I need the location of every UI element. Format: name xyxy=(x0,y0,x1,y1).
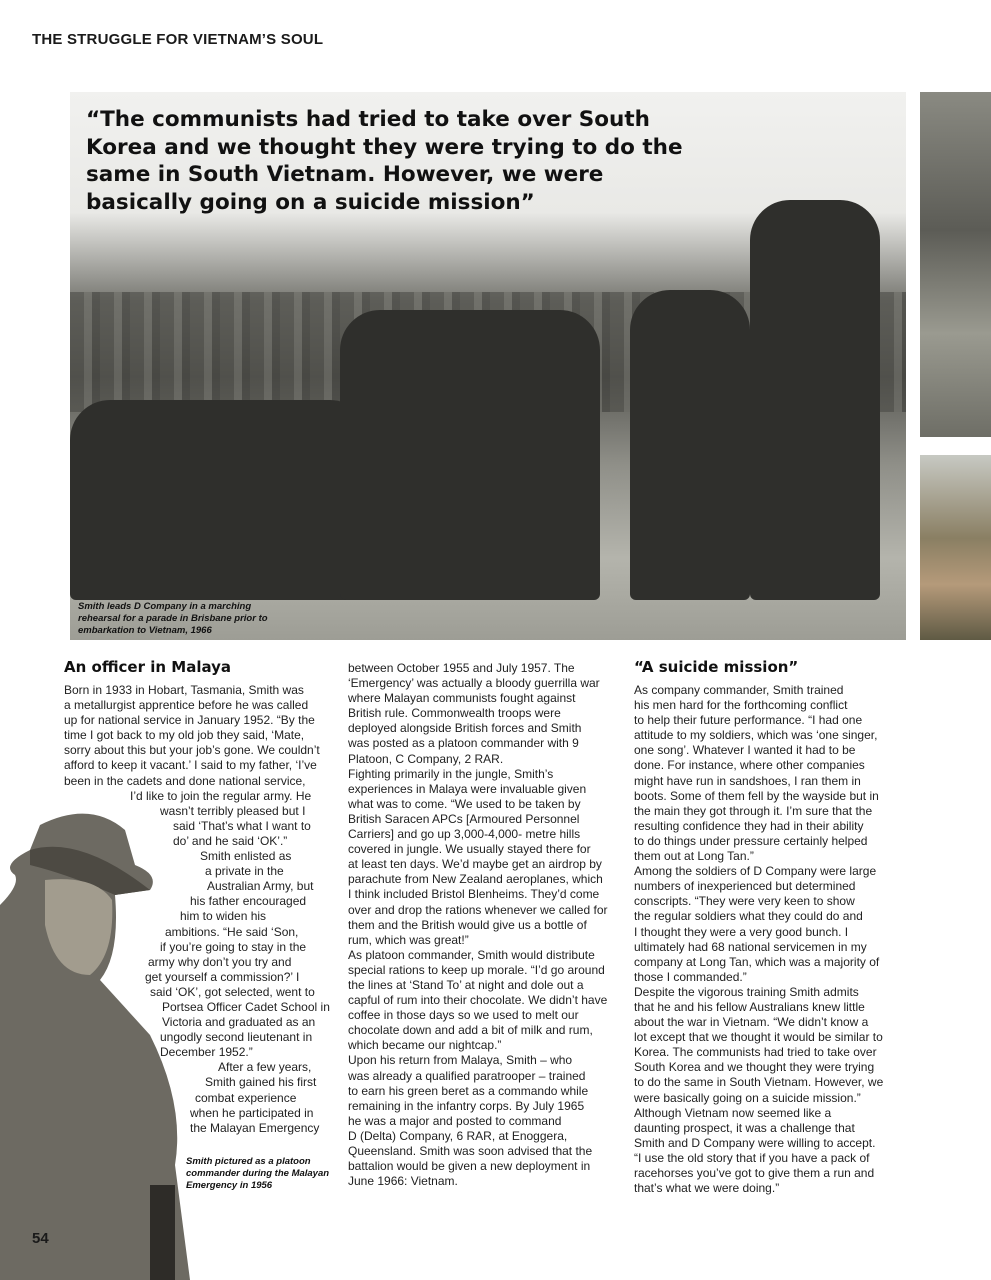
text-line: when he participated in xyxy=(190,1105,314,1120)
text-line: remaining in the infantry corps. By July 1965 xyxy=(348,1098,585,1113)
text-line: British rule. Commonwealth troops were xyxy=(348,706,561,721)
soldier-column xyxy=(70,400,370,600)
text-line: D (Delta) Company, 6 RAR, at Enoggera, xyxy=(348,1128,568,1143)
text-line: special rations to keep up morale. “I’d go around xyxy=(348,962,605,977)
text-line: at least ten days. We’d maybe get an airdrop by xyxy=(348,857,602,872)
text-line: what was to come. “We used to be taken by xyxy=(348,796,581,811)
section-heading-malaya: An officer in Malaya xyxy=(64,658,232,676)
text-line: said ‘That’s what I want to xyxy=(173,818,311,833)
text-line: that he and his fellow Australians knew little xyxy=(634,999,865,1014)
text-line: Korea. The communists had tried to take over xyxy=(634,1045,877,1060)
text-line: resulting confidence they had in their ability xyxy=(634,818,864,833)
caption-line: Smith leads D Company in a marching xyxy=(78,601,252,612)
portrait-caption xyxy=(186,1156,329,1192)
text-line: numbers of inexperienced but determined xyxy=(634,879,856,894)
text-line: his father encouraged xyxy=(190,894,307,909)
text-line: been in the cadets and done national service, xyxy=(64,773,306,788)
text-line: get yourself a commission?’ I xyxy=(145,969,300,984)
text-line: a private in the xyxy=(205,864,284,879)
text-line: coffee in those days so we used to melt our xyxy=(348,1008,579,1023)
page-number: 54 xyxy=(32,1230,49,1247)
text-line: Despite the vigorous training Smith admits xyxy=(634,984,859,999)
text-line: Victoria and graduated as an xyxy=(162,1015,316,1030)
text-line: between October 1955 and July 1957. The xyxy=(348,661,575,675)
text-line: I’d like to join the regular army. He xyxy=(130,788,312,803)
main-photo-caption xyxy=(78,601,268,637)
soldier xyxy=(630,290,750,600)
text-line: daunting prospect, it was a challenge that xyxy=(634,1120,855,1135)
text-line: capful of rum into their chocolate. We didn’t have xyxy=(348,993,608,1008)
caption-line: commander during the Malayan xyxy=(186,1168,330,1179)
text-line: Carriers] and go up 3,000-4,000- metre hills xyxy=(348,827,581,842)
text-line: them and the British would give us a bottle of xyxy=(348,917,587,932)
text-line: those I commanded.” xyxy=(634,969,747,984)
text-line: After a few years, xyxy=(218,1060,312,1075)
text-line: company at Long Tan, which was a majority of xyxy=(634,954,880,969)
article-column-3 xyxy=(634,683,909,1196)
text-line: over and drop the rations whenever we called for xyxy=(348,902,608,917)
text-line: ultimately had 68 national servicemen in my xyxy=(634,939,867,954)
text-line: wasn’t terribly pleased but I xyxy=(160,803,306,818)
text-line: one song’. Whatever I wanted it had to be xyxy=(634,743,856,758)
text-line: sorry about this but your job’s gone. We couldn’t xyxy=(64,743,320,758)
text-line: I thought they were a very good bunch. I xyxy=(634,924,849,939)
text-line: conscripts. “They were very keen to show xyxy=(634,894,855,909)
text-line: to do the same in South Vietnam. However, we xyxy=(634,1075,884,1090)
text-line: his men hard for the forthcoming conflict xyxy=(634,698,848,713)
text-line: to do things under pressure certainly helped xyxy=(634,833,868,848)
text-line: that’s what we were doing.” xyxy=(634,1181,780,1196)
text-line: Smith and D Company were willing to accept. xyxy=(634,1135,876,1150)
text-line: if you’re going to stay in the xyxy=(160,939,307,954)
text-line: rum, which was great!” xyxy=(348,932,469,947)
text-line: December 1952.” xyxy=(160,1045,253,1060)
caption-line: Smith pictured as a platoon xyxy=(186,1156,311,1167)
text-line: the Malayan Emergency xyxy=(190,1120,320,1135)
text-line: Upon his return from Malaya, Smith – who xyxy=(348,1053,573,1068)
text-line: to earn his green beret as a commando while xyxy=(348,1083,589,1098)
text-line: Among the soldiers of D Company were large xyxy=(634,864,877,879)
text-line: As company commander, Smith trained xyxy=(634,683,844,697)
text-line: South Korea and we thought they were trying xyxy=(634,1060,875,1075)
text-line: him to widen his xyxy=(180,909,267,924)
text-line: chocolate down and add a bit of milk and rum, xyxy=(348,1023,593,1038)
text-line: Smith gained his first xyxy=(205,1075,317,1090)
text-line: British Saracen APCs [Armoured Personnel xyxy=(348,811,580,826)
text-line: I think included Bristol Blenheims. They’d come xyxy=(348,887,600,902)
text-line: “I use the old story that if you have a pack of xyxy=(634,1150,870,1165)
text-line: do’ and he said ‘OK’.” xyxy=(173,833,288,848)
text-line: were basically going on a suicide mission.” xyxy=(634,1090,861,1105)
text-line: Although Vietnam now seemed like a xyxy=(634,1105,832,1120)
text-line: which became our nightcap.” xyxy=(348,1038,502,1053)
side-photo-top xyxy=(920,92,991,437)
side-photo-bottom xyxy=(920,455,991,640)
text-line: Australian Army, but xyxy=(207,879,314,894)
text-line: to help their future performance. “I had one xyxy=(634,713,863,728)
text-line: As platoon commander, Smith would distribute xyxy=(348,947,595,962)
text-line: combat experience xyxy=(195,1090,297,1105)
text-line: June 1966: Vietnam. xyxy=(348,1174,458,1189)
text-line: where Malayan communists fought against xyxy=(348,691,576,706)
text-line: Born in 1933 in Hobart, Tasmania, Smith was xyxy=(64,683,304,697)
text-line: the regular soldiers what they could do and xyxy=(634,909,863,924)
text-line: about the war in Vietnam. “We didn’t know a xyxy=(634,1015,869,1030)
text-line: he was a major and posted to command xyxy=(348,1113,562,1128)
section-header: THE STRUGGLE FOR VIETNAM’S SOUL xyxy=(32,31,324,48)
text-line: ambitions. “He said ‘Son, xyxy=(165,924,299,939)
text-line: ‘Emergency’ was actually a bloody guerrilla war xyxy=(348,676,600,691)
text-line: said ‘OK’, got selected, went to xyxy=(150,984,315,999)
text-line: attitude to my soldiers, which was ‘one singer, xyxy=(634,728,878,743)
soldier-group xyxy=(340,310,600,600)
text-line: up for national service in January 1952. “By the xyxy=(64,713,315,728)
text-line: ungodly second lieutenant in xyxy=(160,1030,313,1045)
text-line: battalion would be given a new deployment in xyxy=(348,1159,591,1174)
text-line: lot except that we thought it would be similar to xyxy=(634,1030,883,1045)
text-line: Smith enlisted as xyxy=(200,849,292,864)
text-line: done. For instance, where other companies xyxy=(634,758,865,773)
text-line: parachute from New Zealand aeroplanes, which xyxy=(348,872,603,887)
text-line: time I got back to my old job they said, ‘Mate, xyxy=(64,728,305,743)
caption-line: embarkation to Vietnam, 1966 xyxy=(78,625,212,636)
text-line: boots. Some of them fell by the wayside but in xyxy=(634,788,879,803)
text-line: army why don’t you try and xyxy=(148,954,292,969)
article-column-1 xyxy=(64,683,339,1136)
text-line: Queensland. Smith was soon advised that the xyxy=(348,1144,593,1158)
text-line: the main they got through it. I’m sure that the xyxy=(634,803,873,818)
text-line: Platoon, C Company, 2 RAR. xyxy=(348,751,504,766)
article-column-2 xyxy=(348,661,623,1189)
section-heading-suicide-mission: “A suicide mission” xyxy=(634,658,799,676)
text-line: Portsea Officer Cadet School in xyxy=(162,999,330,1014)
caption-line: rehearsal for a parade in Brisbane prior to xyxy=(78,613,268,624)
text-line: them out at Long Tan.” xyxy=(634,849,754,864)
pull-quote: “The communists had tried to take over South Korea and we thought they were trying to do the same in South Vietnam. However, we were basically going on a suicide mission” xyxy=(86,107,683,215)
text-line: Fighting primarily in the jungle, Smith’s xyxy=(348,766,554,781)
text-line: a metallurgist apprentice before he was called xyxy=(64,698,309,713)
text-line: deployed alongside British forces and Smith xyxy=(348,721,582,736)
text-line: experiences in Malaya were invaluable given xyxy=(348,781,587,796)
text-line: was already a qualified paratrooper – trained xyxy=(348,1068,586,1083)
text-line: racehorses you’ve got to give them a run and xyxy=(634,1166,875,1180)
caption-line: Emergency in 1956 xyxy=(186,1180,273,1191)
text-line: might have run in sandshoes, I ran them in xyxy=(634,773,861,788)
text-line: covered in jungle. We usually stayed there for xyxy=(348,842,591,857)
text-line: afford to keep it vacant.’ I said to my father, ‘I’ve xyxy=(64,758,317,773)
text-line: the lines at ‘Stand To’ at night and dole out a xyxy=(348,977,584,992)
text-line: was posted as a platoon commander with 9 xyxy=(348,736,579,751)
lead-officer xyxy=(750,200,880,600)
